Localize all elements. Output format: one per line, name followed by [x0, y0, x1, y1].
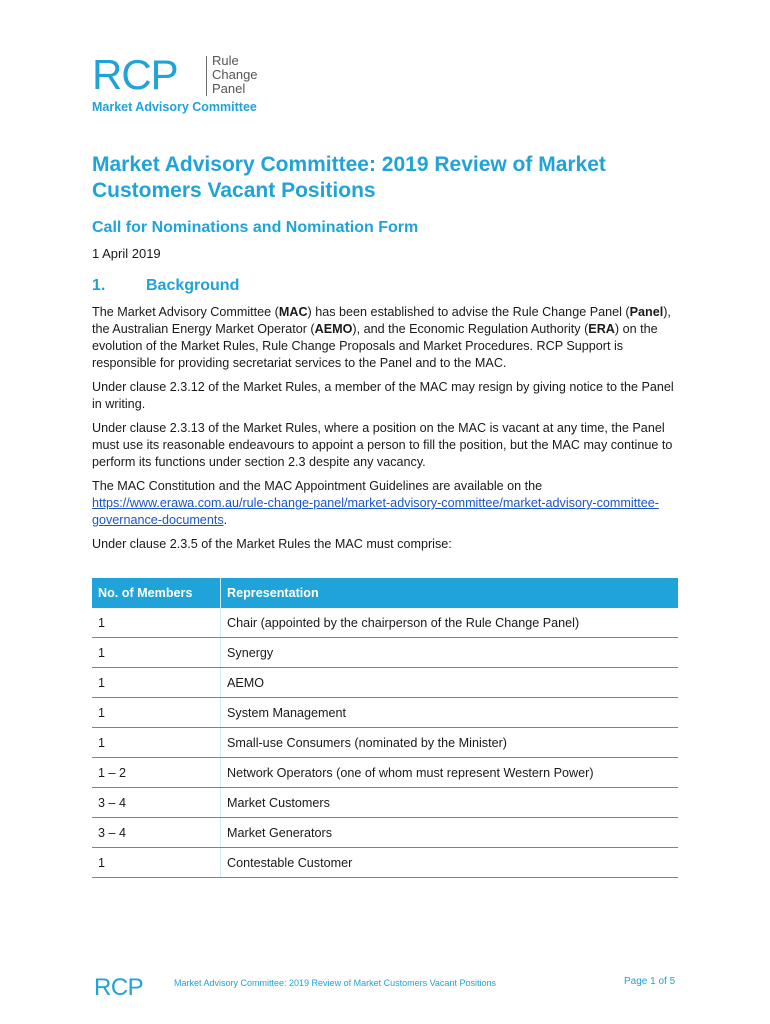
- representation-cell: Market Generators: [221, 818, 679, 848]
- representation-cell: Small-use Consumers (nominated by the Minister): [221, 728, 679, 758]
- paragraph-vacancy: Under clause 2.3.13 of the Market Rules, where a position on the MAC is vacant at any time, the Panel must use its reasonable endeavours to appoint a person to fill the position, but the MAC may continue to perform its functions under section 2.3 despite any vacancy.: [92, 421, 673, 469]
- section-title: Background: [146, 277, 240, 294]
- footer-title: Market Advisory Committee: 2019 Review of Market Customers Vacant Positions: [174, 978, 496, 988]
- body-text: [92, 304, 682, 560]
- rcp-logo: [92, 52, 292, 118]
- table-row: [92, 758, 678, 788]
- paragraph-composition: Under clause 2.3.5 of the Market Rules the MAC must comprise:: [92, 537, 452, 551]
- members-cell: 3 – 4: [92, 788, 221, 818]
- members-cell: 1: [92, 668, 221, 698]
- table-row: [92, 788, 678, 818]
- representation-cell: Chair (appointed by the chairperson of the Rule Change Panel): [221, 608, 679, 638]
- table-row: [92, 638, 678, 668]
- table-row: [92, 728, 678, 758]
- section-number: 1.: [92, 277, 106, 294]
- members-cell: 3 – 4: [92, 818, 221, 848]
- footer-logo: RCP: [94, 974, 144, 1001]
- representation-cell: Contestable Customer: [221, 848, 679, 878]
- paragraph-resignation: Under clause 2.3.12 of the Market Rules, a member of the MAC may resign by giving notice to the Panel in writing.: [92, 380, 674, 411]
- members-cell: 1: [92, 638, 221, 668]
- representation-cell: Market Customers: [221, 788, 679, 818]
- document-subtitle: Call for Nominations and Nomination Form: [92, 219, 419, 236]
- representation-cell: AEMO: [221, 668, 679, 698]
- members-cell: 1 – 2: [92, 758, 221, 788]
- logo-line-change: Change: [212, 67, 258, 82]
- members-cell: 1: [92, 728, 221, 758]
- logo-line-panel: Panel: [212, 81, 246, 96]
- representation-cell: Synergy: [221, 638, 679, 668]
- logo-committee: Market Advisory Committee: [92, 100, 257, 114]
- table-row: [92, 848, 678, 878]
- table-row: [92, 608, 678, 638]
- representation-cell: System Management: [221, 698, 679, 728]
- mac-composition-table: [92, 578, 678, 878]
- members-cell: 1: [92, 698, 221, 728]
- table-row: [92, 698, 678, 728]
- paragraph-mac-intro: The Market Advisory Committee (MAC) has been established to advise the Rule Change Panel (Panel), the Australian Energy Market Operator (AEMO), and the Economic Regulation Authority (ERA) on the evolution of the Market Rules, Rule Change Proposals and Market Procedures. RCP Support is responsible for providing secretariat services to the Panel and to the MAC.: [92, 305, 671, 370]
- table-row: [92, 818, 678, 848]
- logo-subtitle: [212, 54, 258, 96]
- logo-divider: [206, 56, 207, 96]
- members-cell: 1: [92, 608, 221, 638]
- table-header-row: [92, 578, 678, 608]
- paragraph-governance: The MAC Constitution and the MAC Appointment Guidelines are available on the https://www.erawa.com.au/rule-change-panel/market-advisory-committee/market-advisory-committee-governance-documents.: [92, 479, 659, 527]
- section-heading: [92, 276, 239, 296]
- logo-mark: RCP: [92, 51, 178, 98]
- header-representation: Representation: [221, 578, 679, 608]
- header-no-of-members: No. of Members: [92, 578, 221, 608]
- document-date: 1 April 2019: [92, 246, 161, 261]
- members-cell: 1: [92, 848, 221, 878]
- table-row: [92, 668, 678, 698]
- representation-cell: Network Operators (one of whom must represent Western Power): [221, 758, 679, 788]
- document-title: Market Advisory Committee: 2019 Review of Market Customers Vacant Positions: [92, 153, 606, 202]
- logo-line-rule: Rule: [212, 53, 239, 68]
- page-number: Page 1 of 5: [624, 976, 676, 987]
- governance-documents-link[interactable]: https://www.erawa.com.au/rule-change-panel/market-advisory-committee/market-advisory-committee-governance-documents: [92, 496, 659, 527]
